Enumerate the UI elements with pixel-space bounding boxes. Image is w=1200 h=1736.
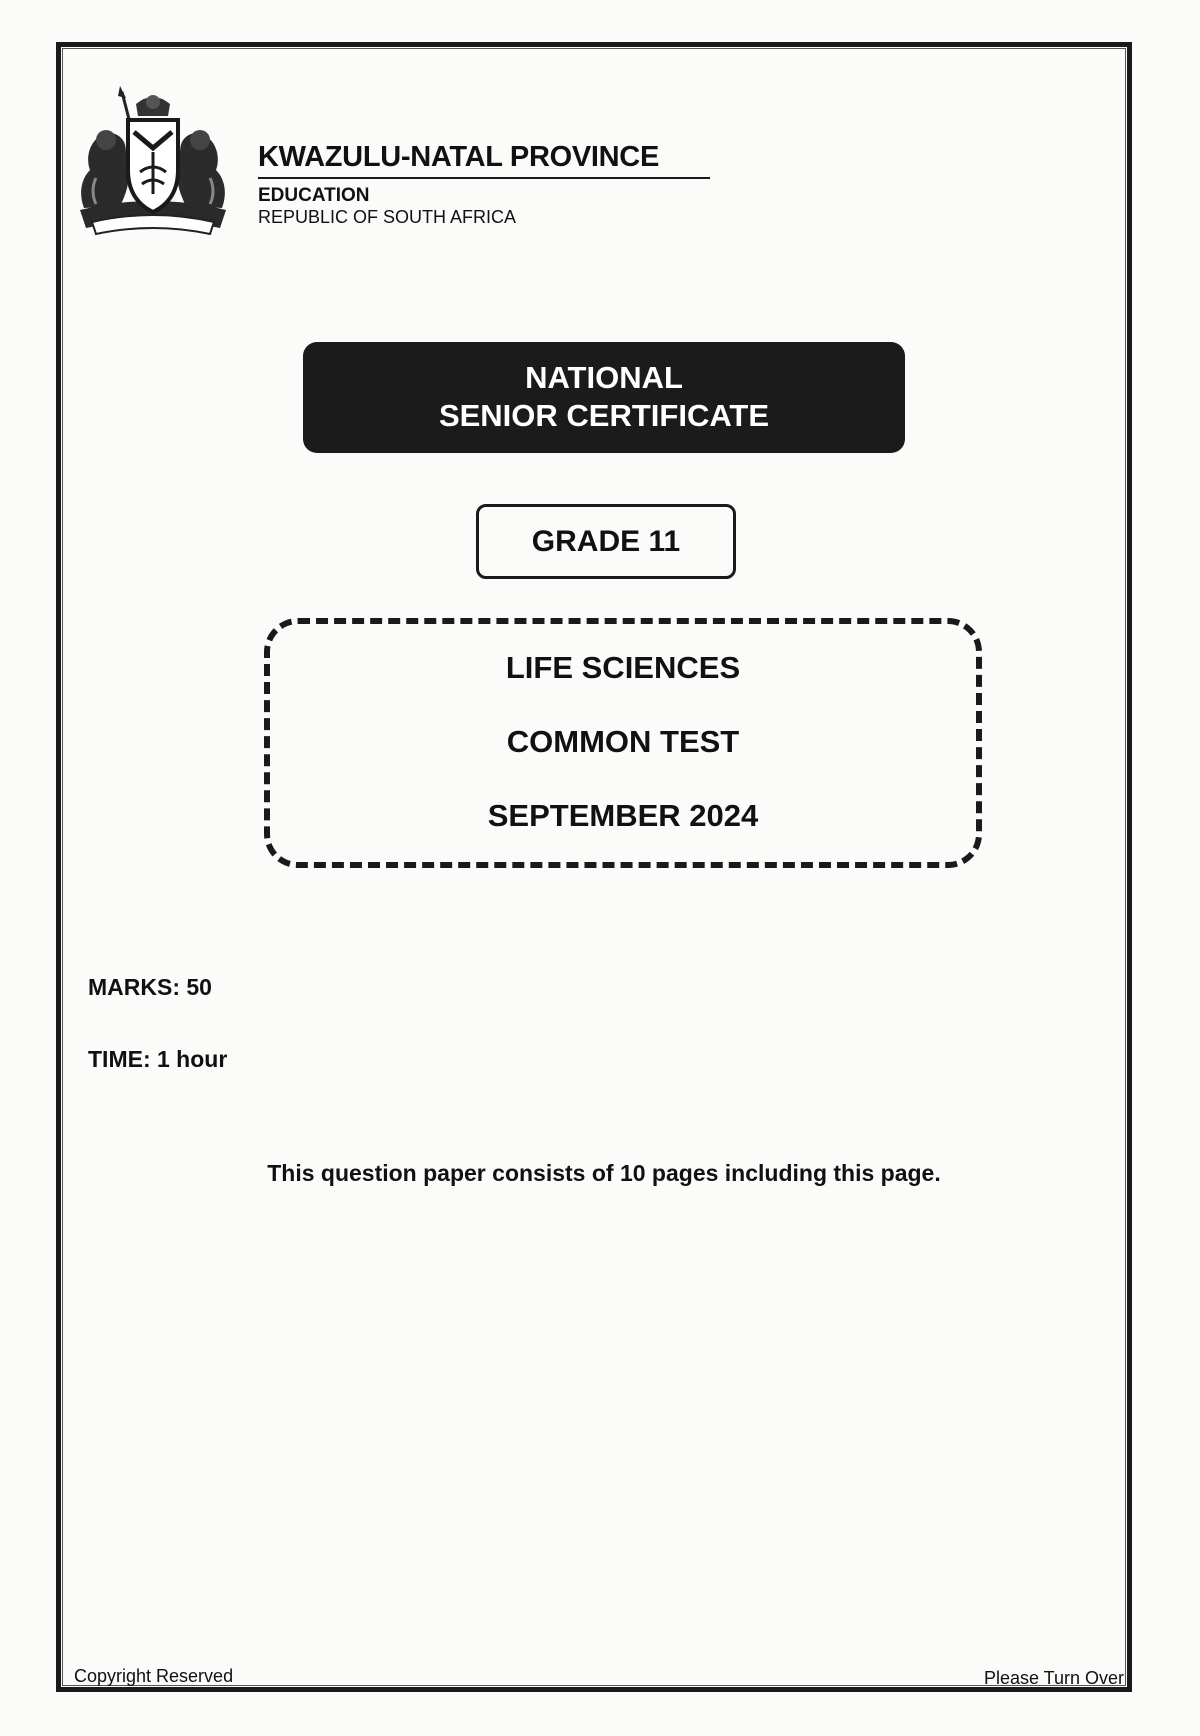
time-info	[88, 1046, 227, 1073]
marks-info	[88, 974, 212, 1001]
subject-panel	[264, 618, 982, 868]
test-date: SEPTEMBER 2024	[487, 798, 759, 833]
page-count-note: This question paper consists of 10 pages including this page.	[267, 1160, 941, 1186]
grade-badge: GRADE 11	[476, 504, 736, 579]
marks-value: 50	[186, 974, 212, 1000]
time-value: 1 hour	[157, 1046, 228, 1072]
copyright-notice: Copyright Reserved	[74, 1666, 234, 1686]
certificate-line-2: SENIOR CERTIFICATE	[438, 398, 770, 433]
certificate-banner	[303, 342, 905, 453]
subject-name: LIFE SCIENCES	[505, 650, 741, 685]
test-name: COMMON TEST	[506, 724, 740, 759]
coat-of-arms-icon	[70, 82, 236, 242]
marks-label: MARKS:	[88, 974, 180, 1000]
department-name: EDUCATION	[258, 185, 370, 206]
time-label: TIME:	[88, 1046, 151, 1072]
department-header	[258, 140, 710, 227]
certificate-line-1: NATIONAL	[525, 360, 683, 395]
turn-over-notice: Please Turn Over	[983, 1668, 1124, 1688]
province-name: KWAZULU-NATAL PROVINCE	[258, 140, 710, 179]
country-name: REPUBLIC OF SOUTH AFRICA	[258, 207, 517, 227]
